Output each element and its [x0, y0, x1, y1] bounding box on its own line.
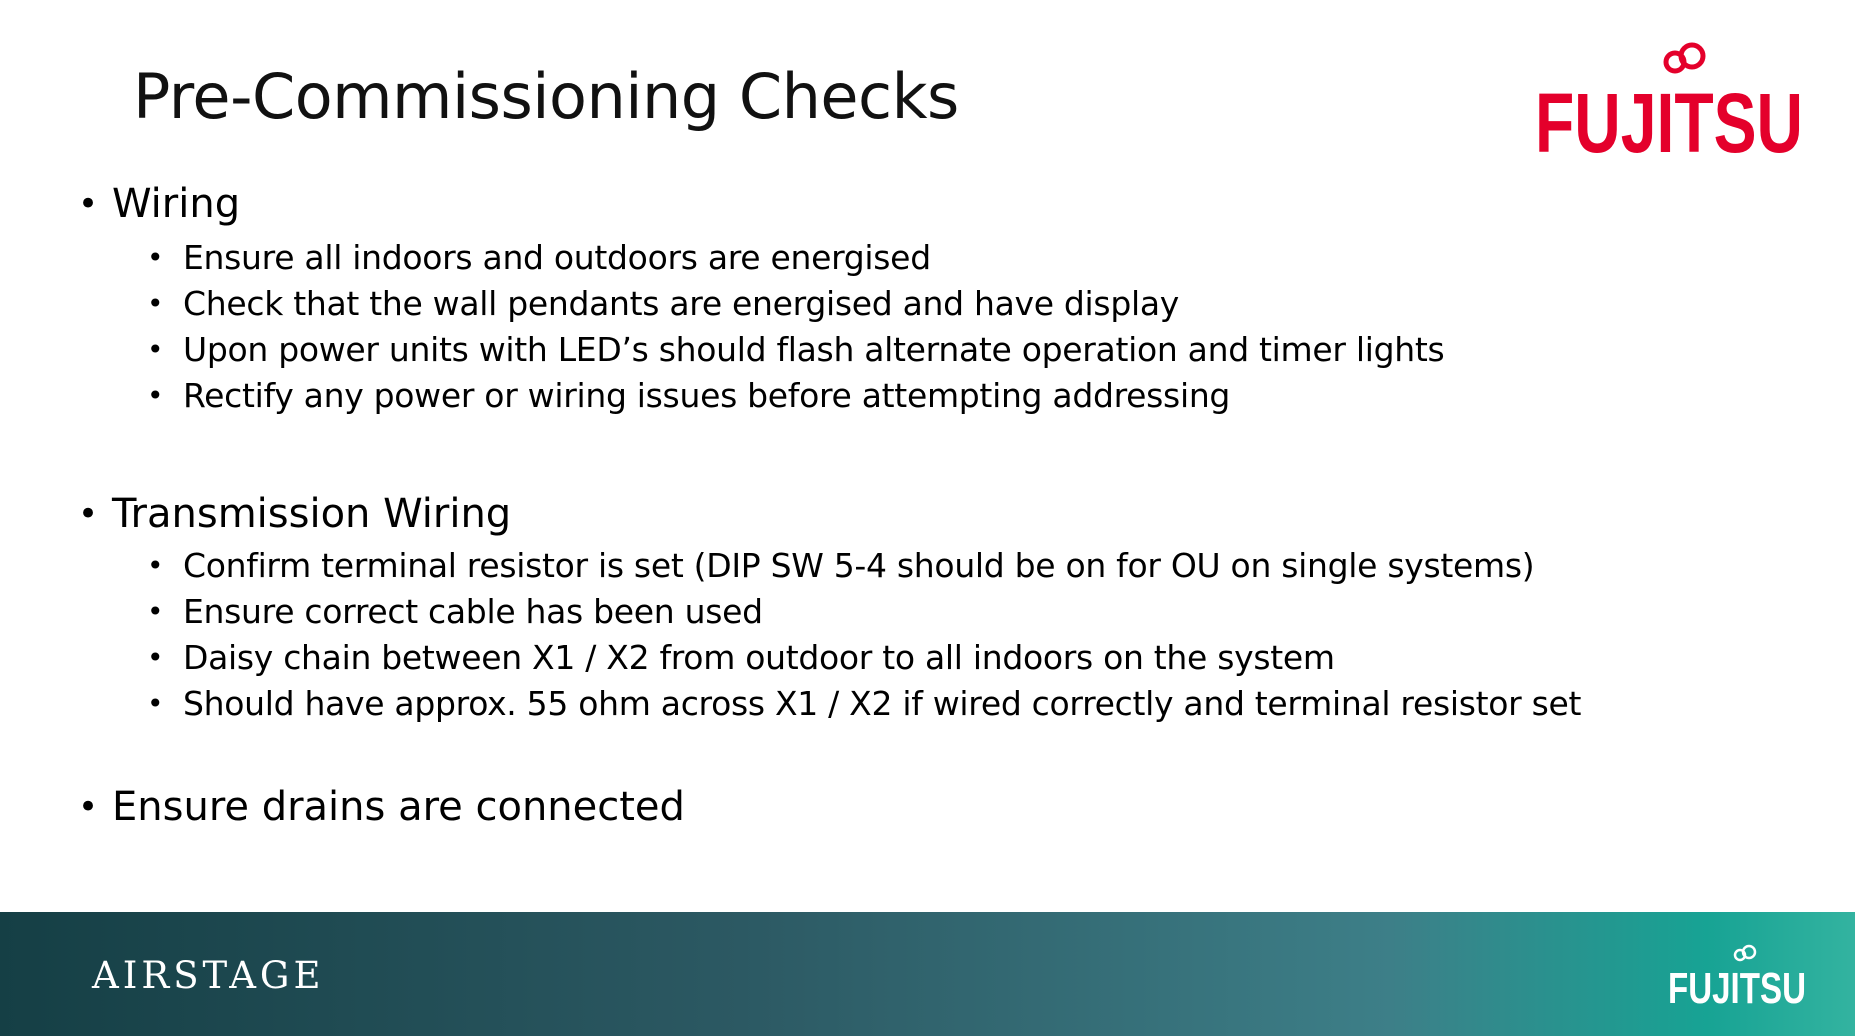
list-item-text: Ensure all indoors and outdoors are energised — [183, 238, 931, 277]
list-item-text: Confirm terminal resistor is set (DIP SW 5-4 should be on for OU on single systems) — [183, 546, 1535, 585]
bullet-icon: • — [78, 494, 99, 534]
bullet-icon: • — [147, 379, 164, 412]
bullet-icon: • — [147, 333, 164, 366]
list-item — [147, 236, 931, 280]
footer-logo-text: FUJITSU — [1668, 964, 1806, 1013]
bullet-icon: • — [147, 549, 164, 582]
bullet-icon: • — [147, 287, 164, 320]
logo-text: FUJITSU — [1535, 76, 1803, 170]
list-item-text: Daisy chain between X1 / X2 from outdoor to all indoors on the system — [183, 638, 1335, 677]
airstage-brand: AIRSTAGE — [92, 954, 325, 997]
list-item-text: Ensure correct cable has been used — [183, 592, 763, 631]
fujitsu-footer-logo — [1668, 945, 1808, 1017]
list-item — [147, 590, 763, 634]
bullet-icon: • — [78, 184, 99, 224]
list-item-text: Check that the wall pendants are energised and have display — [183, 284, 1179, 323]
section-heading-wiring — [78, 180, 240, 228]
bullet-icon: • — [147, 241, 164, 274]
list-item — [147, 682, 1581, 726]
list-item — [147, 636, 1335, 680]
section-heading-text: Ensure drains are connected — [112, 784, 685, 830]
section-heading-drains — [78, 783, 685, 831]
list-item-text: Rectify any power or wiring issues before attempting addressing — [183, 376, 1231, 415]
footer-bar — [0, 912, 1855, 1036]
list-item — [147, 374, 1230, 418]
section-heading-text: Transmission Wiring — [112, 491, 512, 537]
bullet-icon: • — [78, 787, 99, 827]
list-item-text: Should have approx. 55 ohm across X1 / X2 if wired correctly and terminal resistor set — [183, 684, 1582, 723]
list-item — [147, 328, 1444, 372]
list-item — [147, 544, 1534, 588]
list-item — [147, 282, 1179, 326]
bullet-icon: • — [147, 595, 164, 628]
bullet-icon: • — [147, 641, 164, 674]
bullet-icon: • — [147, 687, 164, 720]
list-item-text: Upon power units with LED’s should flash alternate operation and timer lights — [183, 330, 1445, 369]
section-heading-text: Wiring — [112, 181, 241, 227]
slide-title: Pre-Commissioning Checks — [133, 60, 959, 133]
section-heading-transmission-wiring — [78, 490, 511, 538]
